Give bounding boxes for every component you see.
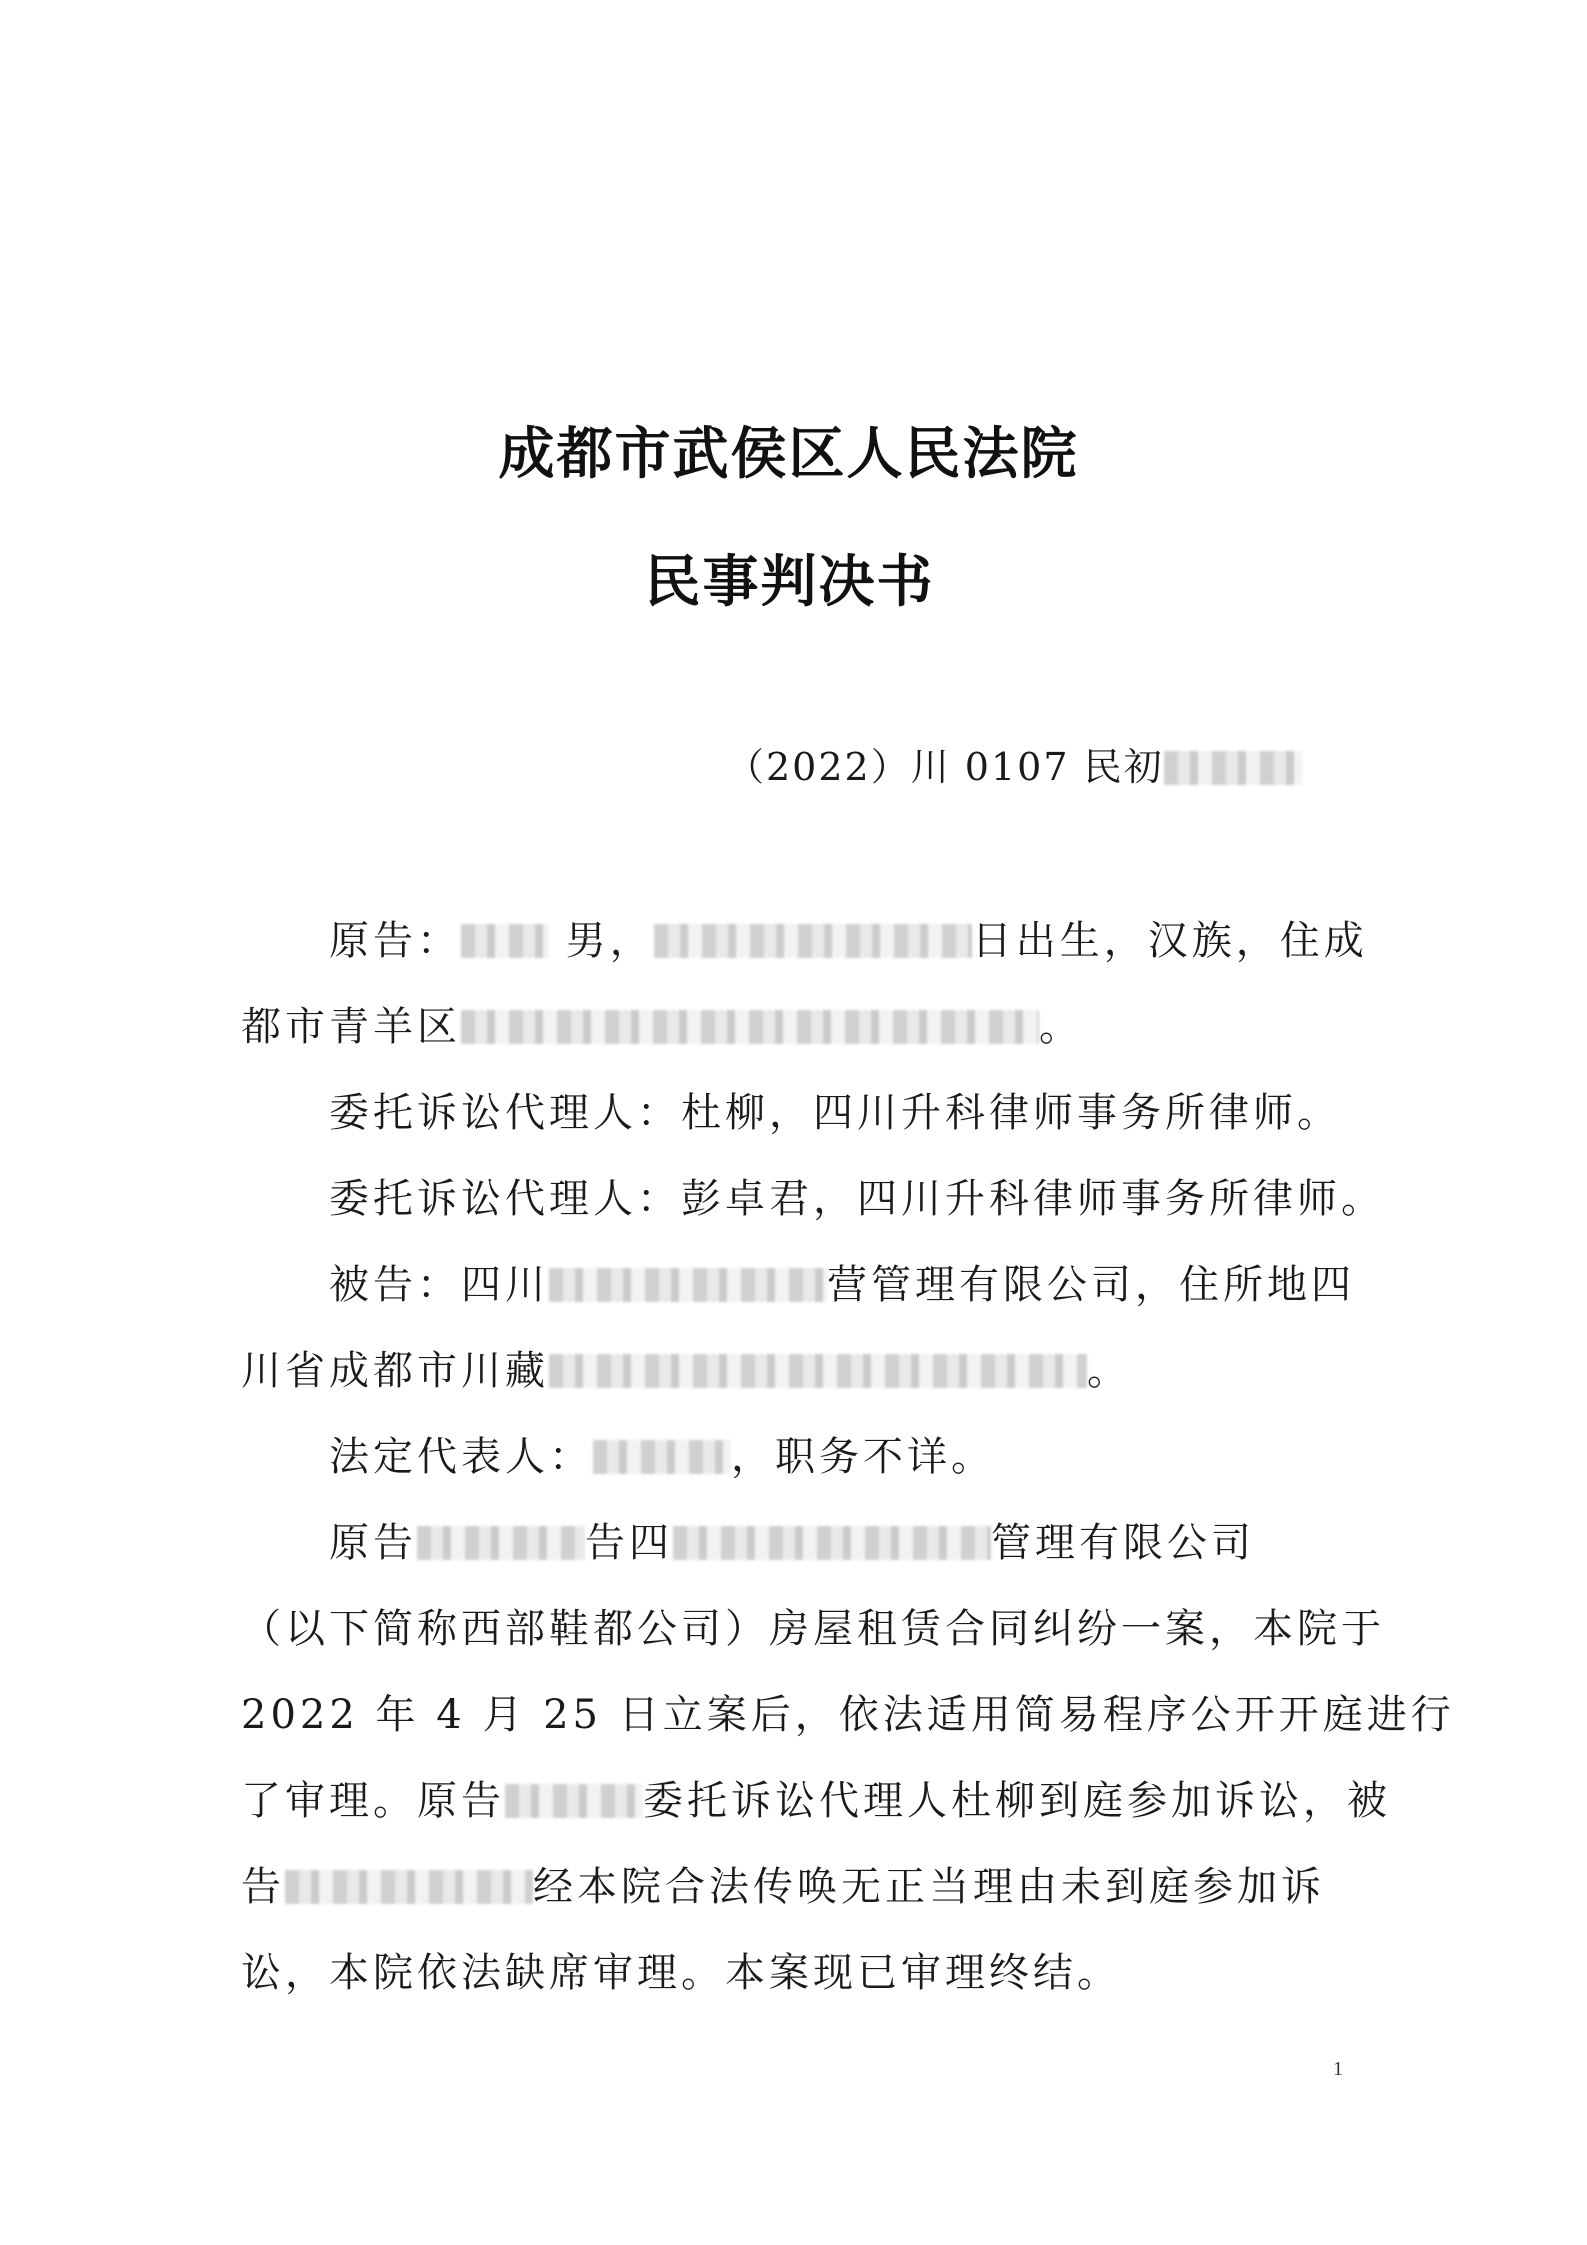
redacted-narrative-plaintiff-2 (505, 1784, 643, 1818)
narrative-line-2: （以下简称西部鞋都公司）房屋租赁合同纠纷一案，本院于 (241, 1606, 1385, 1652)
judgment-body (241, 898, 1455, 2016)
plaintiff-line-1: 原告： 男， 日出生，汉族，住成 (329, 918, 1368, 964)
narrative-line-1: 原告 告四 管理有限公司 (329, 1520, 1255, 1566)
document-type-heading: 民事判决书 (644, 549, 935, 615)
redacted-case-suffix (1164, 751, 1302, 785)
redacted-narrative-plaintiff (417, 1526, 585, 1560)
redacted-birth-date (654, 924, 972, 958)
narrative-line-4: 了审理。原告 委托诉讼代理人杜柳到庭参加诉讼，被 (241, 1778, 1391, 1824)
agent-line-2: 委托诉讼代理人：彭卓君，四川升科律师事务所律师。 (329, 1176, 1385, 1222)
narrative-line-3: 2022 年 4 月 25 日立案后，依法适用简易程序公开开庭进行 (241, 1692, 1455, 1738)
case-number-text: （2022）川 0107 民初 (726, 745, 1164, 789)
defendant-line-1: 被告：四川 营管理有限公司，住所地四 (329, 1262, 1355, 1308)
agent-line-1: 委托诉讼代理人：杜柳，四川升科律师事务所律师。 (329, 1090, 1341, 1136)
court-name-heading: 成都市武侯区人民法院 (498, 421, 1079, 487)
plaintiff-line-2: 都市青羊区 。 (241, 1004, 1083, 1050)
legal-representative-line: 法定代表人： ，职务不详。 (329, 1434, 995, 1480)
redacted-defendant-address (549, 1354, 1087, 1388)
case-number (726, 736, 1302, 791)
redacted-narrative-defendant (673, 1526, 991, 1560)
defendant-line-2: 川省成都市川藏 。 (241, 1348, 1131, 1394)
redacted-plaintiff-name (461, 924, 549, 958)
narrative-line-6: 讼，本院依法缺席审理。本案现已审理终结。 (241, 1950, 1121, 1996)
redacted-plaintiff-address (461, 1010, 1039, 1044)
redacted-legal-rep-name (593, 1440, 731, 1474)
redacted-defendant-name (549, 1268, 827, 1302)
redacted-narrative-defendant-2 (285, 1870, 533, 1904)
page-number: 1 (1333, 2058, 1343, 2080)
narrative-line-5: 告 经本院合法传唤无正当理由未到庭参加诉 (241, 1864, 1325, 1910)
